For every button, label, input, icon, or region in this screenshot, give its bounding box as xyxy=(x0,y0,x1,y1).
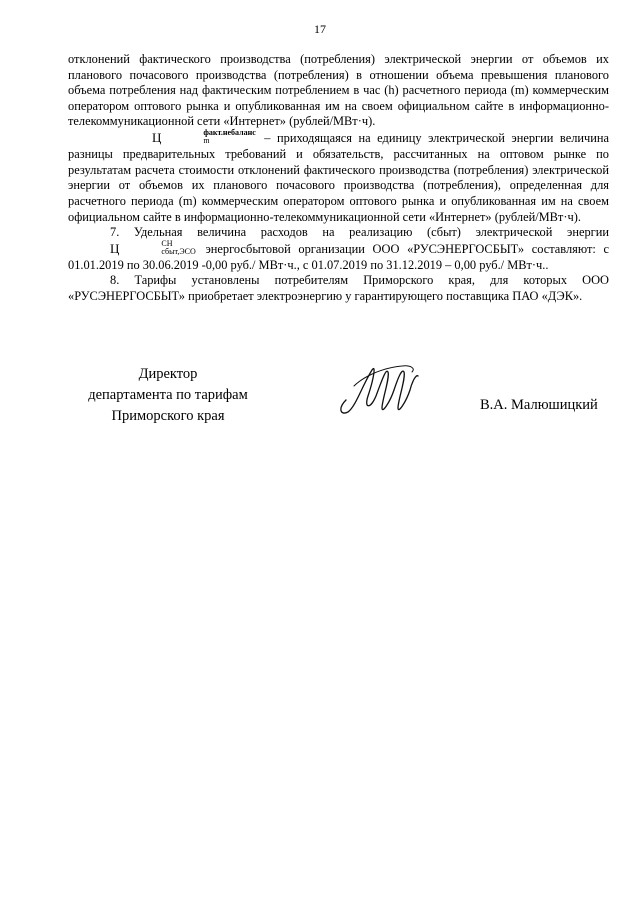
signatory-title xyxy=(68,364,268,427)
paragraph-imbalance-text: – приходящаяся на единицу электрической энергии величина разницы предварительных требований и обязательств, рассчитанных на оптовом рынке по результатам расчета стоимости отклонений фактического производства (потребления) электрической энергии от объемов их планового почасового производства (потребления), определенная для расчетного периода (m) коммерческим оператором оптового рынка и опубликованная им на своем официальном сайте в информационно-телекоммуникационной сети «Интернет» (рублей/МВт·ч). xyxy=(68,130,609,224)
signatory-title-line1: Директор xyxy=(138,366,198,382)
page-number: 17 xyxy=(314,22,326,36)
formula-superscript: СН xyxy=(161,238,173,248)
paragraph-imbalance-definition xyxy=(68,130,609,225)
formula-symbol: Ц xyxy=(152,129,162,145)
handwritten-signature xyxy=(332,356,422,420)
formula-indices xyxy=(119,240,195,256)
formula-fact-imbalance xyxy=(110,130,258,147)
item-7-text-end: энергосбытовой организации ООО «РУСЭНЕРГОСБЫТ» составляют: с 01.01.2019 по 30.06.2019 -0,00 руб./ МВт·ч., с 01.07.2019 по 31.12.2019 – 0,00 руб./ МВт·ч.. xyxy=(68,241,609,272)
signature-block xyxy=(0,364,640,434)
document-body xyxy=(68,52,609,305)
formula-subscript: m xyxy=(203,136,210,146)
signatory-name: В.А. Малюшицкий xyxy=(480,397,598,413)
formula-subscript: сбыт,ЭСО xyxy=(161,246,196,256)
signatory-title-line2: департамента по тарифам xyxy=(88,387,248,403)
formula-symbol: Ц xyxy=(110,240,120,256)
formula-indices xyxy=(161,129,255,145)
signatory-title-line3: Приморского края xyxy=(111,408,225,424)
paragraph-item-8: 8. Тарифы установлены потребителям Приморского края, для которых ООО «РУСЭНЕРГОСБЫТ» приобретает электроэнергию у гарантирующего поставщика ПАО «ДЭК». xyxy=(68,273,609,304)
item-7-text-start: 7. Удельная величина расходов на реализацию (сбыт) электрической энергии xyxy=(110,225,609,240)
paragraph-deviation-continuation: отклонений фактического производства (потребления) электрической энергии от объемов их планового почасового производства (потребления) в отношении объема превышения планового объема потребления над фактическим потреблением в час (h) расчетного периода (m) коммерческим оператором оптового рынка и опубликованная им на своем официальном сайте в информационно-телекоммуникационной сети «Интернет» (рублей/МВт·ч). xyxy=(68,52,609,129)
formula-sales-cost xyxy=(68,238,198,258)
formula-superscript: факт.небаланс xyxy=(203,128,256,138)
paragraph-item-7 xyxy=(68,225,609,273)
